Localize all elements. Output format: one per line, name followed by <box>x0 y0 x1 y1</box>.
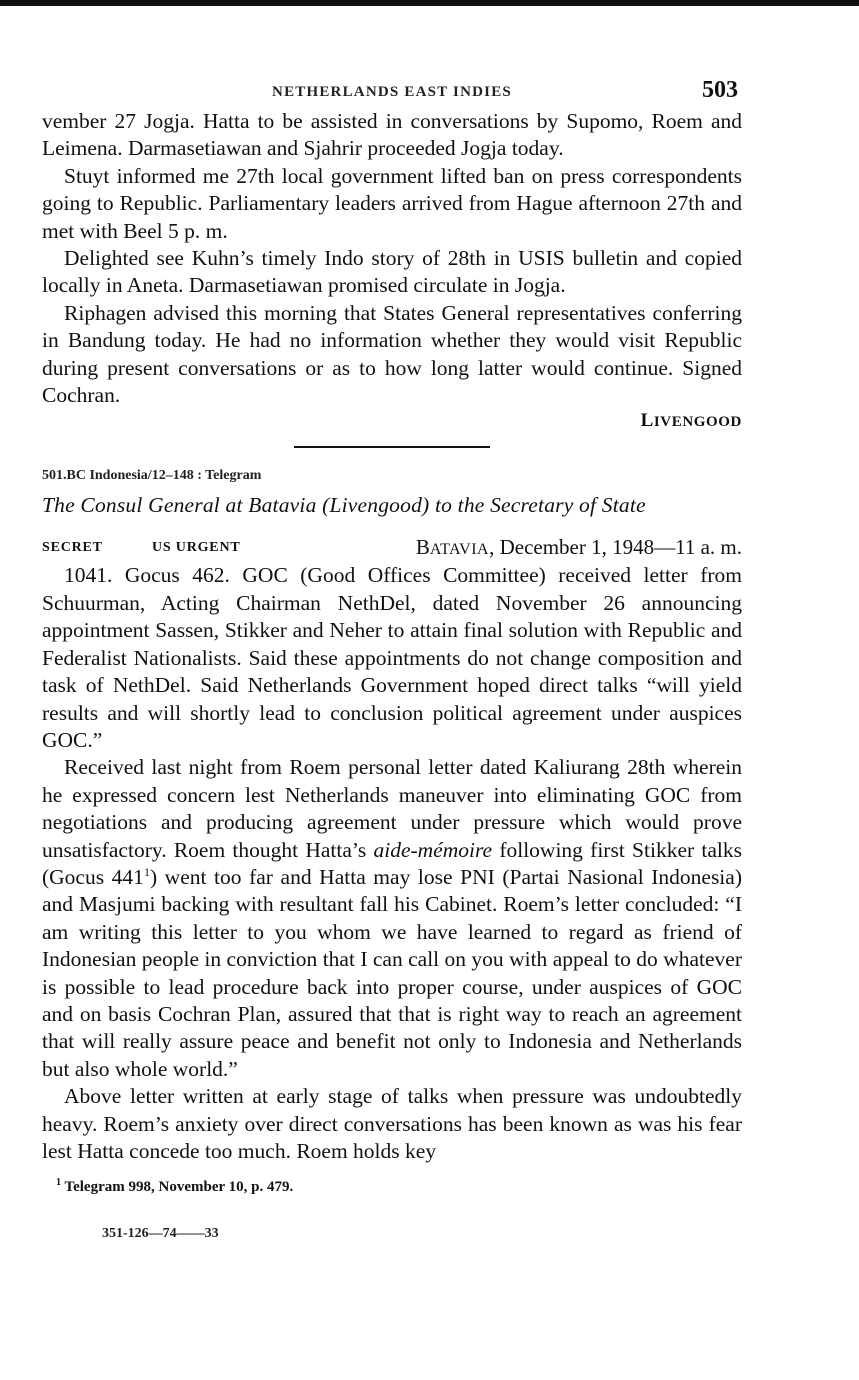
document-title: The Consul General at Batavia (Livengood) to the Secretary of State <box>42 493 646 518</box>
text-run: following first Stikker talks (Gocus 441 <box>42 837 742 889</box>
signature-initial: L <box>640 410 654 432</box>
section-divider <box>294 446 490 448</box>
paragraph: Delighted see Kuhn’s timely Indo story of 28th in USIS bulletin and copied locally in Aneta. Darmasetiawan promised circulate in Jogja. <box>42 246 742 298</box>
paragraph: vember 27 Jogja. Hatta to be assisted in conversations by Supomo, Roem and Leimena. Darmasetiawan and Sjahrir proceeded Jogja today. <box>42 109 742 161</box>
footnote <box>42 1179 742 1196</box>
footnote-ref: 1 <box>143 864 150 879</box>
printer-imprint: 351-126—74——33 <box>102 1226 219 1242</box>
page <box>42 78 742 1242</box>
dateline <box>42 535 742 561</box>
top-border <box>0 0 859 6</box>
running-head: NETHERLANDS EAST INDIES <box>272 84 512 100</box>
signature <box>42 410 742 432</box>
place-date <box>416 535 742 560</box>
classification: SECRET <box>42 540 103 556</box>
signature-rest: IVENGOOD <box>653 414 742 431</box>
place-rest: ATAVIA <box>429 541 490 559</box>
priority: US URGENT <box>152 540 241 556</box>
footnote-text: Telegram 998, November 10, p. 479. <box>61 1179 294 1196</box>
telegram-body <box>42 562 742 1165</box>
date: , December 1, 1948—11 a. m. <box>489 535 742 560</box>
paragraph: Riphagen advised this morning that States General representatives conferring in Bandung today. He had no information whether they would visit Republic during present conversations or as to how long latter would continue. Signed Cochran. <box>42 300 742 408</box>
page-header <box>42 78 742 108</box>
continued-telegram <box>42 108 742 432</box>
text-run: ) went too far and Hatta may lose PNI (Partai Nasional Indonesia) and Masjumi backing with resultant fall his Cabinet. Roem’s letter concluded: “I am writing this letter to you whom we have learned to regard as friend of Indonesian people in conviction that I can call on you with appeal to do whatever is possible to lead procedure back into proper course, under auspices of GOC and on basis Cochran Plan, assured that that is right way to reach an agreement that will really assure peace and benefit not only to Indonesia and Netherlands but also whole world.” <box>42 864 742 1081</box>
paragraph <box>42 754 742 1083</box>
paragraph: 1041. Gocus 462. GOC (Good Offices Committee) received letter from Schuurman, Acting Chairman NethDel, dated November 26 announcing appointment Sassen, Stikker and Neher to attain final solution with Republic and Federalist Nationalists. Said these appointments do not change composition and task of NethDel. Said Netherlands Government hoped direct talks “will yield results and will shortly lead to conclusion political agreement under auspices GOC.” <box>42 563 742 752</box>
paragraph: Above letter written at early stage of talks when pressure was undoubtedly heavy. Roem’s anxiety over direct conversations has been known as was his fear lest Hatta concede too much. Roem holds key <box>42 1084 742 1163</box>
place-initial: B <box>415 535 430 560</box>
italic-term: aide-mémoire <box>373 837 493 862</box>
file-reference: 501.BC Indonesia/12–148 : Telegram <box>42 468 262 484</box>
page-number: 503 <box>702 77 738 103</box>
paragraph: Stuyt informed me 27th local government lifted ban on press correspondents going to Republic. Parliamentary leaders arrived from Hague afternoon 27th and met with Beel 5 p. m. <box>42 163 742 243</box>
text-run: Received last night from Roem personal letter dated Kaliurang 28th wherein he expressed concern lest Netherlands maneuver into eliminating GOC from negotiations and producing agreement under pressure which would prove unsatisfactory. Roem thought Hatta’s <box>42 755 742 862</box>
footnote-marker: 1 <box>56 1177 61 1189</box>
